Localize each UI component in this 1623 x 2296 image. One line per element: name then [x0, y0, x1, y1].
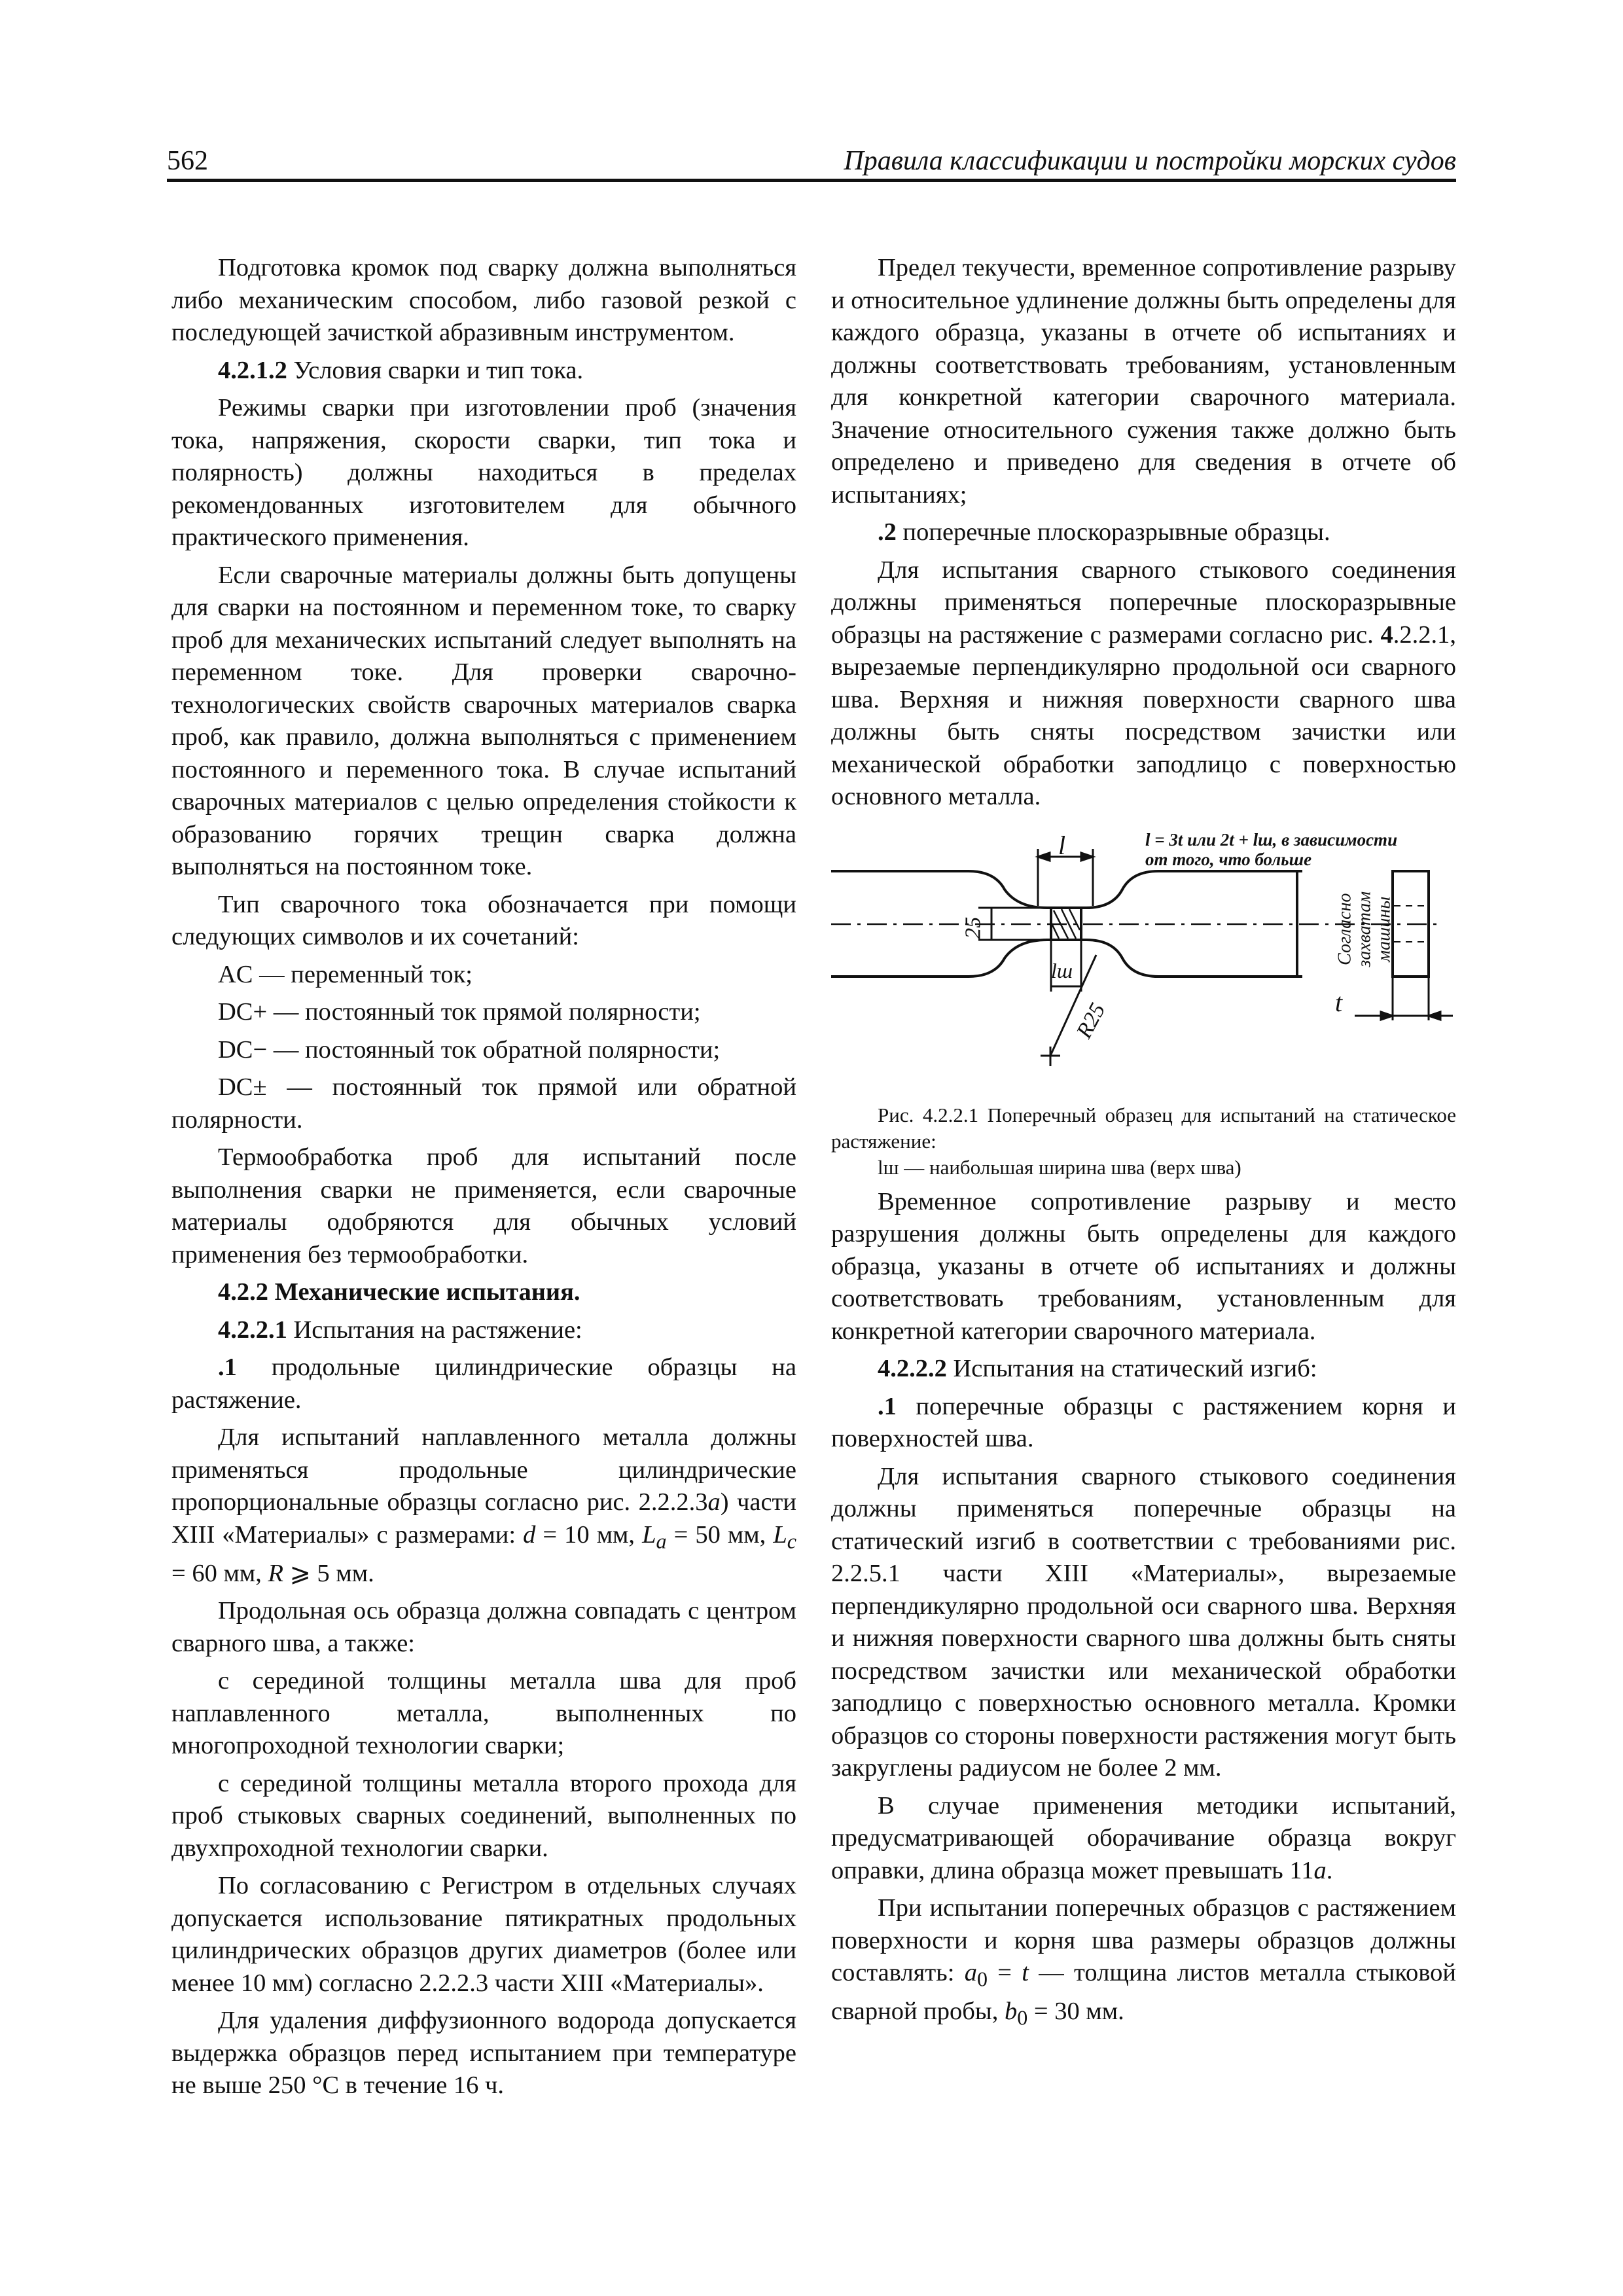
clause-number: 4.2.2.2 — [878, 1355, 947, 1382]
paragraph: Временное сопротивление разрыву и место разрушения должны быть определены для каждого образца, указаны в отчете об испытаниях и должны соответствовать требованиям, установленным для конкретной категории сварочного материала. — [831, 1187, 1456, 1345]
figure-note-2: от того, что больше — [1145, 849, 1312, 869]
figure-note-1: l = 3t или 2t + lш, в зависимости — [1145, 829, 1398, 850]
paragraph: По согласованию с Регистром в отдельных случаях допускается использование пятикратных продольных цилиндрических образцов других диаметров (более или менее 10 мм) согласно 2.2.2.3 части XIII «Материалы». — [171, 1872, 796, 1997]
paragraph: с серединой толщины металла второго прохода для проб стыковых сварных соединений, выполненных по двухпроходной технологии сварки. — [171, 1769, 796, 1862]
left-column — [171, 252, 796, 2108]
clause-title: Условия сварки и тип тока. — [287, 356, 584, 384]
paragraph: Для испытания сварного стыкового соединения должны применяться поперечные плоскоразрывные образцы на растяжение с размерами согласно рис. 4.2.2.1, вырезаемые перпендикулярно продольной оси сварного шва. Верхняя и нижняя поверхности сварного шва должны быть сняты посредством зачистки или механической обработки заподлицо с поверхностью основного металла. — [831, 556, 1456, 810]
clause-number: 4.2.1.2 — [218, 356, 287, 384]
clause-heading — [171, 1314, 796, 1347]
paragraph: Режимы сварки при изготовлении проб (значения тока, напряжения, скорости сварки, тип тока и полярность) должны находиться в пределах рекомендованных изготовителем для обычного практического применения. — [171, 394, 796, 551]
paragraph: При испытании поперечных образцов с растяжением поверхности и корня шва размеры образцов должны составлять: $a_0 = t$ — толщина листов металла стыковой сварной пробы, $b_0 = 30$ мм. — [831, 1894, 1456, 2030]
list-item: .1 продольные цилиндрические образцы на растяжение. — [171, 1354, 796, 1414]
paragraph: Для испытаний наплавленного металла должны применяться продольные цилиндрические пропорциональные образцы согласно рис. 2.2.2.3а) части XIII «Материалы» с размерами: d = 10 мм, $L_a = 50$ мм, $L_c = 60$ мм, R ⩾ 5 мм. — [171, 1424, 796, 1587]
paragraph: Продольная ось образца должна совпадать с центром сварного шва, а также: — [171, 1597, 796, 1657]
symbol-item: DC− — постоянный ток обратной полярности; — [218, 1035, 721, 1064]
paragraph: Предел текучести, временное сопротивление разрыву и относительное удлинение должны быть определены для каждого образца, указаны в отчете об испытаниях и должны соответствовать требованиям, установленным для конкретной категории сварочного материала. Значение относительного сужения также должно быть определено и приведено для сведения в отчете об испытаниях; — [831, 254, 1456, 509]
right-column — [831, 252, 1456, 2039]
clause-number: 4.2.2.1 — [218, 1316, 287, 1344]
paragraph: Подготовка кромок под сварку должна выполняться либо механическим способом, либо газовой резкой с последующей зачисткой абразивным инструментом. — [171, 254, 796, 346]
figure-caption: Рис. 4.2.2.1 Поперечный образец для испытаний на статическое растяжение: lш — наибольшая ширина шва (верх шва) — [831, 1103, 1456, 1179]
symbol-item: AC — переменный ток; — [218, 960, 473, 988]
header-rule — [167, 179, 1456, 182]
paragraph: Для удаления диффузионного водорода допускается выдержка образцов перед испытанием при температуре не выше 250 °С в течение 16 ч. — [171, 2007, 796, 2100]
dim-l-label: l — [1058, 830, 1066, 860]
paragraph: В случае применения методики испытаний, предусматривающей оборачивание образца вокруг оправки, длина образца может превышать 11а. — [831, 1791, 1456, 1884]
paragraph: Если сварочные материалы должны быть допущены для сварки на постоянном и переменном токе, то сварку проб для механических испытаний следует выполнять на переменном токе. Для проверки сварочно-технологических свойств сварочных материалов сварка проб, как правило, должна выполняться с применением постоянного и переменного тока. В случае испытаний сварочных материалов с целью определения стойкости к образованию горячих трещин сварка должна выполняться на постоянном токе. — [171, 561, 796, 880]
section-heading: 4.2.2 Механические испытания. — [218, 1278, 580, 1306]
list-item: .1 поперечные образцы с растяжением корня и поверхностей шва. — [831, 1392, 1456, 1452]
clause-heading — [171, 355, 796, 387]
symbol-item: DC+ — постоянный ток прямой полярности; — [218, 998, 701, 1026]
paragraph: Термообработка проб для испытаний после выполнения сварки не применяется, если сварочные материалы одобряются для обычных условий применения без термообработки. — [171, 1143, 796, 1268]
paragraph: Тип сварочного тока обозначается при помощи следующих символов и их сочетаний: — [171, 890, 796, 950]
dim-r25-label: R25 — [1071, 999, 1111, 1043]
grip-label-3: машины — [1374, 896, 1395, 962]
dim-lsh-label: lш — [1051, 958, 1073, 982]
page-number: 562 — [167, 146, 208, 176]
clause-title: Испытания на статический изгиб: — [946, 1355, 1317, 1382]
running-title: Правила классификации и постройки морских судов — [844, 146, 1456, 176]
clause-heading — [831, 1353, 1456, 1386]
dim-25-label: 25 — [961, 916, 986, 939]
symbol-item: DC± — постоянный ток прямой или обратной полярности. — [171, 1073, 796, 1134]
paragraph: Для испытания сварного стыкового соединения должны применяться поперечные образцы на статический изгиб в соответствии с требованиями рис. 2.2.5.1 части XIII «Материалы», вырезаемые перпендикулярно продольной оси сварного шва. Верхняя и нижняя поверхности сварного шва должны быть сняты посредством зачистки или механической обработки заподлицо с поверхностью основного металла. Кромки образцов со стороны поверхности растяжения могут быть закруглены радиусом не более 2 мм. — [831, 1462, 1456, 1782]
grip-label-2: захватам — [1354, 891, 1375, 967]
specimen-figure — [831, 831, 1456, 1102]
clause-title: Испытания на растяжение: — [287, 1316, 582, 1344]
list-item: .2 поперечные плоскоразрывные образцы. — [878, 518, 1330, 546]
grip-label-1: Согласно — [1334, 893, 1355, 965]
dim-t-label: t — [1335, 987, 1343, 1017]
paragraph: с серединой толщины металла шва для проб наплавленного металла, выполненных по многопроходной технологии сварки; — [171, 1667, 796, 1760]
